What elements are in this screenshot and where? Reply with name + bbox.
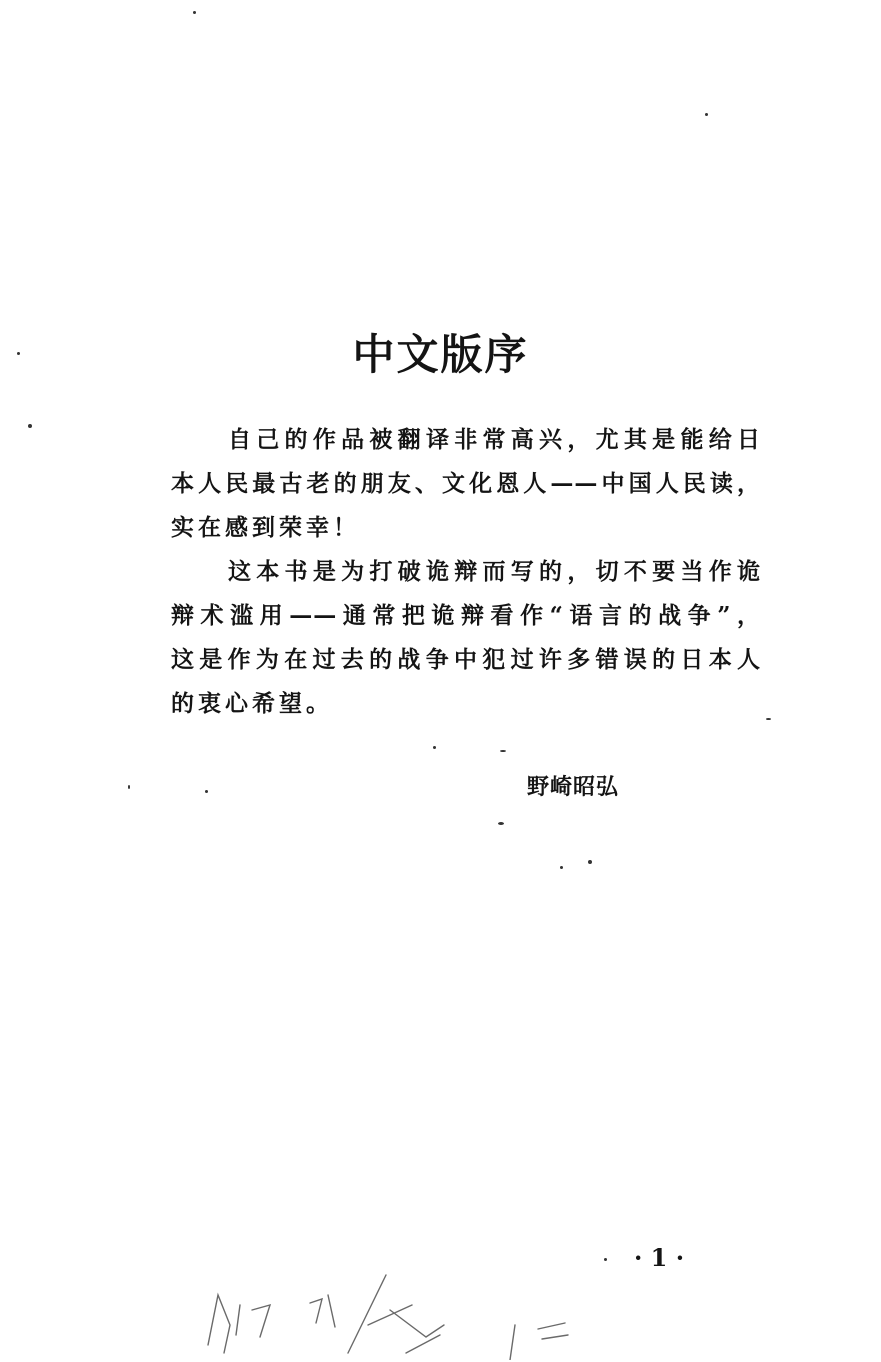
scan-speck xyxy=(128,785,130,789)
paragraph-1-line-3: 实在感到荣幸！ xyxy=(171,514,360,541)
scan-speck xyxy=(205,790,208,793)
paragraph-2-line-4: 的衷心希望。 xyxy=(171,690,333,717)
scan-speck xyxy=(498,822,504,825)
handwritten-scribble xyxy=(190,1265,610,1360)
scan-speck xyxy=(588,860,592,864)
page-title: 中文版序 xyxy=(352,330,529,379)
scan-speck xyxy=(500,750,506,752)
scan-speck xyxy=(17,352,20,355)
scan-speck xyxy=(433,746,436,749)
scan-speck xyxy=(604,1258,607,1261)
scan-speck xyxy=(560,866,563,869)
scan-speck xyxy=(766,718,771,720)
paragraph-1-line-1: 自己的作品被翻译非常高兴，尤其是能给日 xyxy=(228,426,761,453)
paragraph-2-line-1: 这本书是为打破诡辩而写的，切不要当作诡 xyxy=(228,558,761,585)
scan-speck xyxy=(193,11,196,14)
scan-speck xyxy=(28,424,32,428)
page-number: · 1 · xyxy=(633,1243,685,1272)
paragraph-2-line-3: 这是作为在过去的战争中犯过许多错误的日本人 xyxy=(171,646,761,673)
paragraph-2-line-2: 辩术滥用——通常把诡辩看作“语言的战争”， xyxy=(171,602,761,629)
scan-speck xyxy=(705,113,708,116)
paragraph-1-line-2: 本人民最古老的朋友、文化恩人——中国人民读， xyxy=(171,470,761,497)
author-signature: 野崎昭弘 xyxy=(527,774,620,800)
